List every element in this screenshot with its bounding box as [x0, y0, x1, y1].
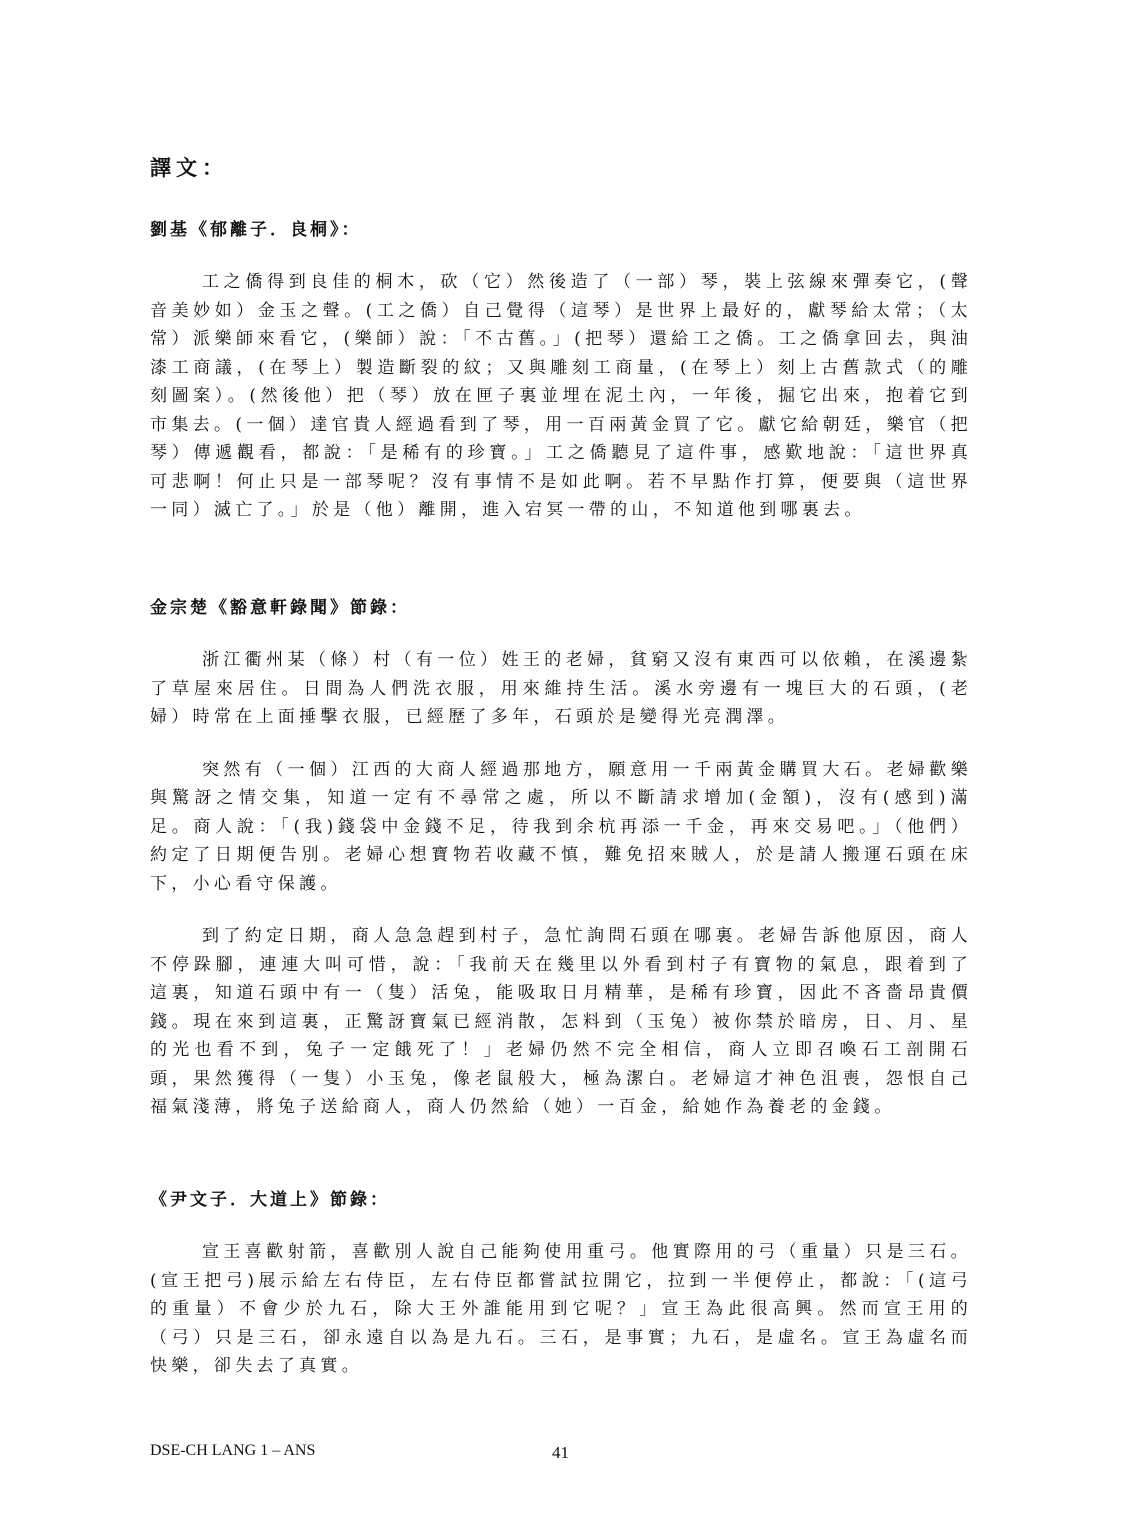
- section-liang-tong: [150, 218, 972, 549]
- paragraph: 浙江衢州某（條）村（有一位）姓王的老婦，貧窮又沒有東西可以依賴，在溪邊紮了草屋來居住。日間為人們洗衣服，用來維持生活。溪水旁邊有一塊巨大的石頭，(老婦）時常在上面捶擊衣服，已經歷了多年，石頭於是變得光亮潤澤。: [150, 650, 972, 727]
- section-title: 《尹文子．大道上》節錄：: [150, 1190, 390, 1210]
- paragraph: 宣王喜歡射箭，喜歡別人說自己能夠使用重弓。他實際用的弓（重量）只是三石。(宣王把弓)展示給左右侍臣，左右侍臣都嘗試拉開它，拉到一半便停止，都說：「(這弓的重量）不會少於九石，除大王外誰能用到它呢？」宣王為此很高興。然而宣王用的（弓）只是三石，卻永遠自以為是九石。三石，是事實；九石，是虛名。宣王為虛名而快樂，卻失去了真實。: [150, 1242, 972, 1376]
- translation-heading: 譯文：: [150, 155, 228, 180]
- section-title: 金宗楚《豁意軒錄聞》節錄：: [150, 598, 410, 618]
- footer-document-code: DSE-CH LANG 1 – ANS: [150, 1442, 316, 1459]
- paragraph: 工之僑得到良佳的桐木，砍（它）然後造了（一部）琴，裝上弦線來彈奏它，(聲音美妙如）金玉之聲。(工之僑）自己覺得（這琴）是世界上最好的，獻琴給太常；（太常）派樂師來看它，(樂師）說：「不古舊。」(把琴）還給工之僑。工之僑拿回去，與油漆工商議，(在琴上）製造斷裂的紋；又與雕刻工商量，(在琴上）刻上古舊款式（的雕刻圖案）。(然後他）把（琴）放在匣子裏並埋在泥土內，一年後，掘它出來，抱着它到市集去。(一個）達官貴人經過看到了琴，用一百兩黃金買了它。獻它給朝廷，樂官（把琴）傳遞觀看，都說：「是稀有的珍寶。」工之僑聽見了這件事，感歎地說：「這世界真可悲啊！何止只是一部琴呢？沒有事情不是如此啊。若不早點作打算，便要與（這世界一同）滅亡了。」於是（他）離開，進入宕冥一帶的山，不知道他到哪裏去。: [150, 272, 972, 520]
- page-number: 41: [552, 1443, 569, 1462]
- section-yinwenzi: [150, 1188, 972, 1405]
- paragraph: 到了約定日期，商人急急趕到村子，急忙詢問石頭在哪裏。老婦告訴他原因，商人不停跺腳，連連大叫可惜，說：「我前天在幾里以外看到村子有寶物的氣息，跟着到了這裏，知道石頭中有一（隻）活兔，能吸取日月精華，是稀有珍寶，因此不吝嗇昂貴價錢。現在來到這裏，正驚訝寶氣已經消散，怎料到（玉兔）被你禁於暗房，日、月、星的光也看不到，兔子一定餓死了！」老婦仍然不完全相信，商人立即召喚石工剖開石頭，果然獲得（一隻）小玉兔，像老鼠般大，極為潔白。老婦這才神色沮喪，怨恨自己福氣淺薄，將兔子送給商人，商人仍然給（她）一百金，給她作為養老的金錢。: [150, 926, 972, 1117]
- section-huoyixuan: [150, 596, 972, 1146]
- paragraph: 突然有（一個）江西的大商人經過那地方，願意用一千兩黃金購買大石。老婦歡樂與驚訝之情交集，知道一定有不尋常之處，所以不斷請求增加(金額)，沒有(感到)滿足。商人說：「(我)錢袋中金錢不足，待我到余杭再添一千金，再來交易吧。」（他們）約定了日期便告別。老婦心想寶物若收藏不慎，難免招來賊人，於是請人搬運石頭在床下，小心看守保護。: [150, 759, 972, 894]
- section-title: 劉基《郁離子．良桐》：: [150, 220, 362, 240]
